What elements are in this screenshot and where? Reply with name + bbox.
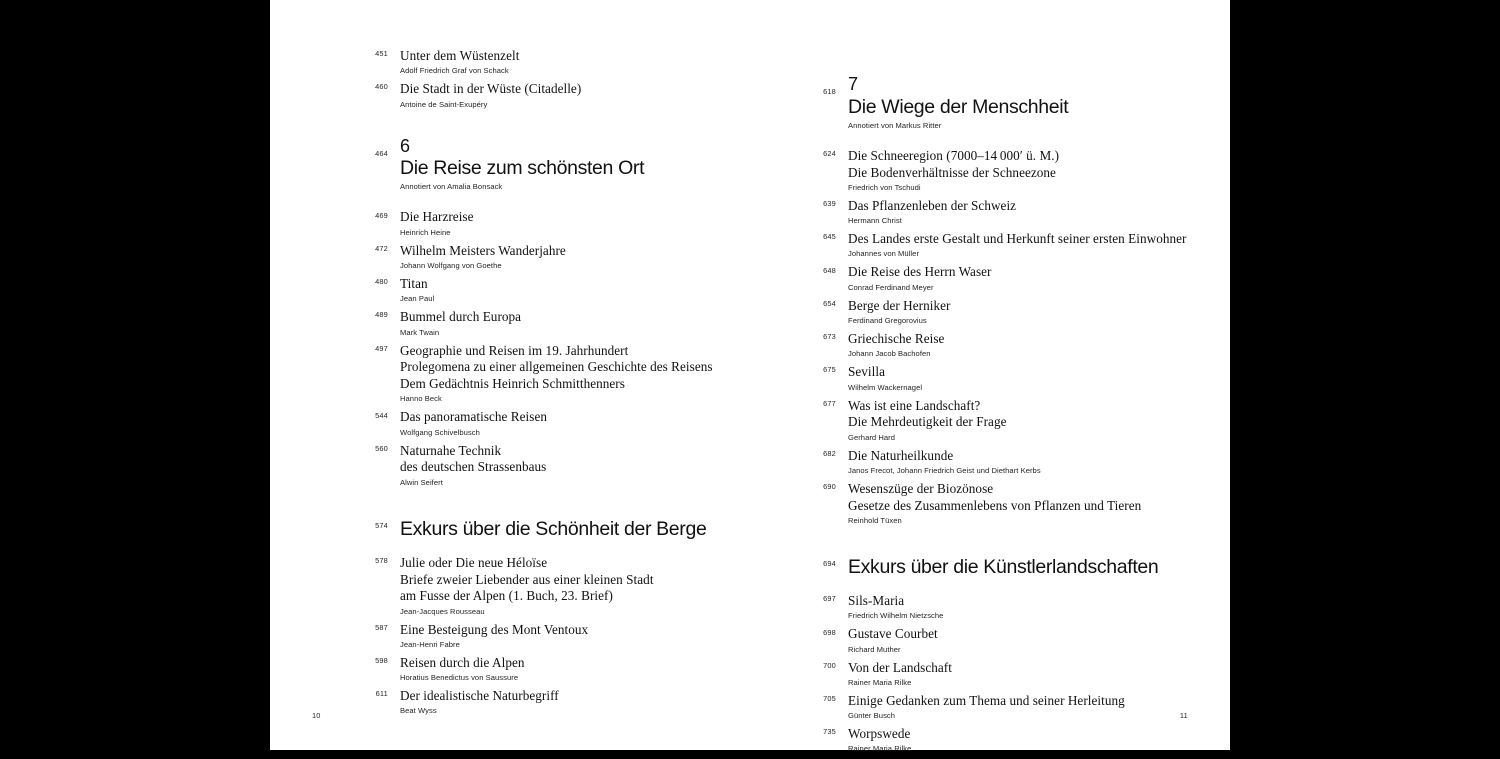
- chapter-number: 6: [400, 135, 411, 156]
- entry-page-number: 624: [823, 149, 836, 159]
- page-folio-right: 11: [1179, 711, 1188, 720]
- entry-subtitle: Die Mehrdeutigkeit der Frage: [848, 414, 1007, 430]
- toc-column-left: [342, 48, 732, 721]
- entry-author: Friedrich von Tschudi: [848, 182, 921, 192]
- toc-entry[interactable]: [790, 726, 1190, 754]
- entry-page-number: 574: [375, 521, 388, 531]
- toc-entry[interactable]: [790, 693, 1190, 721]
- entry-author: Friedrich Wilhelm Nietzsche: [848, 611, 944, 621]
- entry-author: Johann Jacob Bachofen: [848, 349, 931, 359]
- entry-author: Jean-Jacques Rousseau: [400, 606, 485, 616]
- entry-title: Sils-Maria: [848, 593, 905, 609]
- entry-author: Antoine de Saint-Exupéry: [400, 99, 488, 109]
- entry-subtitle: des deutschen Strassenbaus: [400, 459, 547, 475]
- toc-entry[interactable]: [342, 443, 732, 488]
- entry-author: Wilhelm Wackernagel: [848, 382, 923, 392]
- toc-column-right: [790, 48, 1190, 759]
- chapter-title: Die Reise zum schönsten Ort: [400, 157, 645, 180]
- entry-title: Reisen durch die Alpen: [400, 654, 525, 670]
- entry-page-number: 611: [375, 689, 388, 699]
- entry-subtitle: Prolegomena zu einer allgemeinen Geschichte des Reisens: [400, 359, 713, 375]
- book-spread: [270, 0, 1230, 754]
- chapter-annotator: Annotiert von Markus Ritter: [848, 120, 942, 130]
- entry-title: Was ist eine Landschaft?: [848, 397, 981, 413]
- entry-author: Hanno Beck: [400, 394, 442, 404]
- page-folio-left: 10: [312, 711, 321, 720]
- entry-page-number: 497: [375, 343, 388, 353]
- toc-entry[interactable]: [790, 448, 1190, 476]
- entry-author: Günter Busch: [848, 711, 896, 721]
- entry-page-number: 469: [375, 210, 388, 220]
- entry-title: Die Schneeregion (7000–14 000′ ü. M.): [848, 147, 1060, 163]
- entry-title: Naturnahe Technik: [400, 442, 502, 458]
- entry-page-number: 735: [823, 727, 836, 737]
- toc-entry[interactable]: [342, 243, 732, 271]
- entry-subtitle: Die Bodenverhältnisse der Schneezone: [848, 164, 1056, 180]
- entry-page-number: 560: [375, 443, 388, 453]
- toc-entry[interactable]: [342, 81, 732, 109]
- toc-chapter[interactable]: [342, 136, 732, 193]
- entry-page-number: 472: [375, 243, 388, 253]
- toc-entry[interactable]: [342, 276, 732, 304]
- entry-title: Die Stadt in der Wüste (Citadelle): [400, 81, 582, 97]
- entry-page-number: 705: [823, 694, 836, 704]
- toc-entry[interactable]: [342, 688, 732, 716]
- entry-page-number: 697: [823, 594, 836, 604]
- entry-author: Wolfgang Schivelbusch: [400, 427, 480, 437]
- entry-page-number: 464: [375, 148, 388, 158]
- entry-page-number: 451: [375, 49, 388, 59]
- entry-page-number: 675: [823, 365, 836, 375]
- entry-subtitle: Gesetze des Zusammenlebens von Pflanzen und Tieren: [848, 497, 1142, 513]
- entry-author: Horatius Benedictus von Saussure: [400, 673, 519, 683]
- toc-entry[interactable]: [790, 298, 1190, 326]
- entry-title: Die Harzreise: [400, 209, 474, 225]
- entry-page-number: 673: [823, 332, 836, 342]
- chapter-annotator: Annotiert von Amalia Bonsack: [400, 182, 503, 192]
- entry-page-number: 598: [375, 656, 388, 666]
- toc-entry[interactable]: [790, 148, 1190, 193]
- chapter-title: Die Wiege der Menschheit: [848, 95, 1069, 118]
- toc-entry[interactable]: [790, 364, 1190, 392]
- excursus-title: Exkurs über die Schönheit der Berge: [400, 517, 707, 540]
- toc-entry[interactable]: [342, 209, 732, 237]
- toc-entry[interactable]: [790, 198, 1190, 226]
- toc-entry[interactable]: [790, 398, 1190, 443]
- entry-title: Des Landes erste Gestalt und Herkunft seiner ersten Einwohner: [848, 231, 1187, 247]
- entry-title: Von der Landschaft: [848, 659, 952, 675]
- toc-entry[interactable]: [342, 343, 732, 405]
- chapter-number: 7: [848, 74, 859, 94]
- entry-author: Jean Paul: [400, 294, 435, 304]
- toc-entry[interactable]: [790, 331, 1190, 359]
- entry-title: Die Naturheilkunde: [848, 447, 954, 463]
- entry-author: Janos Frecot, Johann Friedrich Geist und Diethart Kerbs: [848, 465, 1041, 475]
- entry-author: Rainer Maria Rilke: [848, 677, 912, 687]
- entry-page-number: 700: [823, 660, 836, 670]
- entry-author: Ferdinand Gregorovius: [848, 316, 927, 325]
- page-right: [750, 0, 1230, 754]
- entry-title: Worpswede: [848, 726, 911, 742]
- entry-author: Richard Muther: [848, 644, 901, 654]
- toc-entry[interactable]: [342, 409, 732, 437]
- entry-title: Wesenszüge der Biozönose: [848, 480, 994, 496]
- entry-page-number: 648: [823, 265, 836, 275]
- toc-entry[interactable]: [790, 626, 1190, 654]
- toc-chapter[interactable]: [790, 74, 1190, 131]
- toc-excursus[interactable]: [790, 556, 1190, 578]
- entry-page-number: 587: [375, 622, 388, 632]
- entry-title: Sevilla: [848, 364, 885, 380]
- entry-title: Bummel durch Europa: [400, 309, 522, 325]
- toc-entry[interactable]: [342, 309, 732, 337]
- entry-title: Gustave Courbet: [848, 626, 938, 642]
- toc-entry[interactable]: [342, 622, 732, 650]
- entry-title: Berge der Herniker: [848, 297, 951, 313]
- entry-page-number: 480: [375, 277, 388, 287]
- toc-entry[interactable]: [790, 264, 1190, 292]
- entry-author: Gerhard Hard: [848, 432, 896, 442]
- entry-subtitle: Briefe zweier Liebender aus einer kleinen Stadt: [400, 571, 654, 587]
- toc-entry[interactable]: [790, 593, 1190, 621]
- entry-author: Beat Wyss: [400, 706, 437, 716]
- entry-title: Titan: [400, 275, 428, 291]
- entry-author: Rainer Maria Rilke: [848, 744, 912, 754]
- entry-title: Geographie und Reisen im 19. Jahrhundert: [400, 342, 629, 358]
- entry-author: Heinrich Heine: [400, 227, 451, 237]
- entry-page-number: 677: [823, 398, 836, 408]
- entry-page-number: 639: [823, 199, 836, 209]
- entry-author: Reinhold Tüxen: [848, 515, 902, 525]
- entry-page-number: 645: [823, 232, 836, 242]
- toc-entry[interactable]: [342, 48, 732, 76]
- entry-page-number: 682: [823, 448, 836, 458]
- entry-subtitle: Dem Gedächtnis Heinrich Schmitthenners: [400, 376, 625, 392]
- entry-author: Adolf Friedrich Graf von Schack: [400, 66, 509, 76]
- entry-author: Alwin Seifert: [400, 477, 443, 487]
- toc-excursus[interactable]: [342, 518, 732, 540]
- entry-title: Griechische Reise: [848, 331, 945, 346]
- entry-page-number: 698: [823, 627, 836, 637]
- toc-entry[interactable]: [790, 481, 1190, 526]
- toc-entry[interactable]: [342, 555, 732, 617]
- entry-author: Hermann Christ: [848, 216, 902, 226]
- entry-page-number: 694: [823, 559, 836, 569]
- entry-subtitle: am Fusse der Alpen (1. Buch, 23. Brief): [400, 588, 613, 604]
- excursus-title: Exkurs über die Künstlerlandschaften: [848, 555, 1159, 578]
- entry-title: Das panoramatische Reisen: [400, 409, 547, 425]
- entry-title: Julie oder Die neue Héloïse: [400, 554, 548, 570]
- entry-page-number: 690: [823, 482, 836, 492]
- entry-page-number: 544: [375, 410, 388, 420]
- entry-author: Jean-Henri Fabre: [400, 639, 460, 649]
- entry-page-number: 489: [375, 310, 388, 320]
- toc-entry[interactable]: [342, 655, 732, 683]
- entry-title: Einige Gedanken zum Thema und seiner Herleitung: [848, 692, 1125, 708]
- entry-title: Die Reise des Herrn Waser: [848, 264, 992, 280]
- toc-entry[interactable]: [790, 660, 1190, 688]
- entry-title: Der idealistische Naturbegriff: [400, 688, 559, 704]
- entry-page-number: 618: [823, 87, 836, 97]
- page-left: [270, 0, 750, 750]
- entry-author: Conrad Ferdinand Meyer: [848, 282, 934, 292]
- entry-author: Johann Wolfgang von Goethe: [400, 260, 502, 270]
- entry-author: Johannes von Müller: [848, 249, 920, 259]
- entry-title: Das Pflanzenleben der Schweiz: [848, 197, 1017, 213]
- entry-title: Unter dem Wüstenzelt: [400, 48, 520, 63]
- entry-title: Eine Besteigung des Mont Ventoux: [400, 621, 589, 637]
- entry-title: Wilhelm Meisters Wanderjahre: [400, 242, 566, 258]
- toc-entry[interactable]: [790, 231, 1190, 259]
- entry-page-number: 460: [375, 82, 388, 92]
- entry-page-number: 578: [375, 556, 388, 566]
- entry-author: Mark Twain: [400, 327, 440, 337]
- entry-page-number: 654: [823, 298, 836, 308]
